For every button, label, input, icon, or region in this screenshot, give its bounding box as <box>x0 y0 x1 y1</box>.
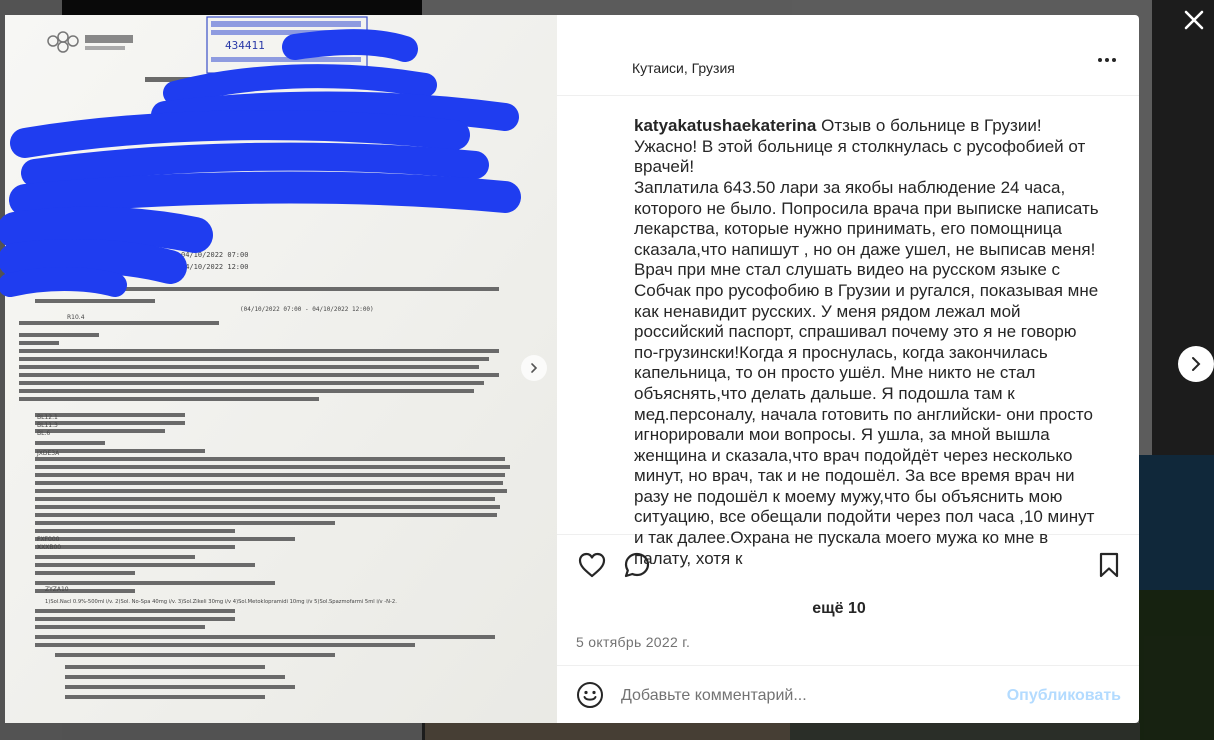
comment-icon[interactable] <box>621 549 653 581</box>
stamp-date: 05.10.22 <box>283 39 336 52</box>
stamp-number: 434411 <box>225 39 265 52</box>
doc-date-end: 04/10/2022 12:00 <box>181 263 249 271</box>
doc-code-bl12: BL12.1 <box>37 414 58 421</box>
post-actions <box>557 535 1139 594</box>
emoji-icon[interactable] <box>576 681 604 709</box>
medical-document-image <box>5 15 557 723</box>
close-button[interactable] <box>1180 6 1208 34</box>
chevron-right-icon <box>528 362 540 374</box>
doc-code-bl6: BL.6 <box>37 430 51 437</box>
doc-period: (04/10/2022 07:00 - 04/10/2022 12:00) <box>240 306 374 313</box>
bookmark-icon[interactable] <box>1093 549 1125 581</box>
more-icon[interactable] <box>1095 53 1119 67</box>
post-caption <box>634 116 1104 569</box>
doc-code-xxxb: XXXB00 <box>37 544 62 551</box>
post-side-panel <box>557 15 1139 723</box>
comments-scroll[interactable] <box>557 96 1139 568</box>
add-comment-bar <box>557 666 1139 723</box>
post-location[interactable]: Кутаиси, Грузия <box>632 60 735 76</box>
post-header <box>557 15 1139 96</box>
caption-text: Отзыв о больнице в Грузии! Ужасно! В этой больнице я столкнулась с русофобией от врачей! Заплатила 643.50 лари за якобы наблюдение 24 часа, которого не было. Попросила врача при выписке написать лекарства, которые нужно принимать, его помощница сказала,что напишут , но он даже ушел, не выписав меня! Врач при мне стал слушать видео на русском языке с Собчак про русофобию в Грузии и ругался, показывая мне как ненавидит русских. У меня рядом лежал мой российский паспорт, спрашивал почему это я не говорю по-грузински!Когда я проснулась, когда закончилась капельница, то он просто ушёл. Мне никто не стал объяснять,что делать дальше. Я подошла там к мед.персоналу, начала готовить по английски- они просто игнорировали мои вопросы. Я ушла, за мной вышла женщина и сказала,что врач подойдёт через несколько минут, но врач, так и не подошёл. За все время врач ни разу не подошёл к моему мужу,что бы объяснить мою ситуацию, все обещали подойти через пол часа ,10 минут и так далее.Охрана не пускала моего мужа ко мне в палату, хотя к <box>634 116 1099 568</box>
post-modal <box>5 15 1139 723</box>
doc-code-zyza: ZYZA10 <box>45 586 69 593</box>
doc-date-start: 04/10/2022 07:00 <box>181 251 249 259</box>
post-date: 5 октябрь 2022 г. <box>557 626 1139 666</box>
doc-meds-line: 1)Sol.Nacl 0.9%-500ml i/v. 2)Sol. No-Spa 40mg i/v. 3)Sol.Zikeli 30mg i/v 4)Sol.Metoklopramidi 10mg i/v 5)Sol.Spazmofarmi 5ml i/v -N-2. <box>45 599 397 605</box>
post-image[interactable] <box>5 15 557 723</box>
doc-code-fxf: FXF000 <box>37 536 60 543</box>
chevron-right-icon <box>1188 356 1204 372</box>
heart-icon[interactable] <box>576 549 608 581</box>
next-post-button[interactable] <box>1178 346 1214 382</box>
doc-code-jxde: JXDE3A <box>37 450 60 457</box>
post-username[interactable]: katyakatushaekaterina <box>634 116 817 136</box>
doc-code-bl11: BL11.3 <box>37 422 58 429</box>
likes-count[interactable]: ещё 10 <box>812 600 866 618</box>
doc-code-r: R10.4 <box>67 314 85 321</box>
comment-input[interactable] <box>621 684 991 708</box>
publish-button[interactable]: Опубликовать <box>1006 686 1121 704</box>
media-next-button[interactable] <box>521 355 547 381</box>
close-icon <box>1180 6 1208 34</box>
